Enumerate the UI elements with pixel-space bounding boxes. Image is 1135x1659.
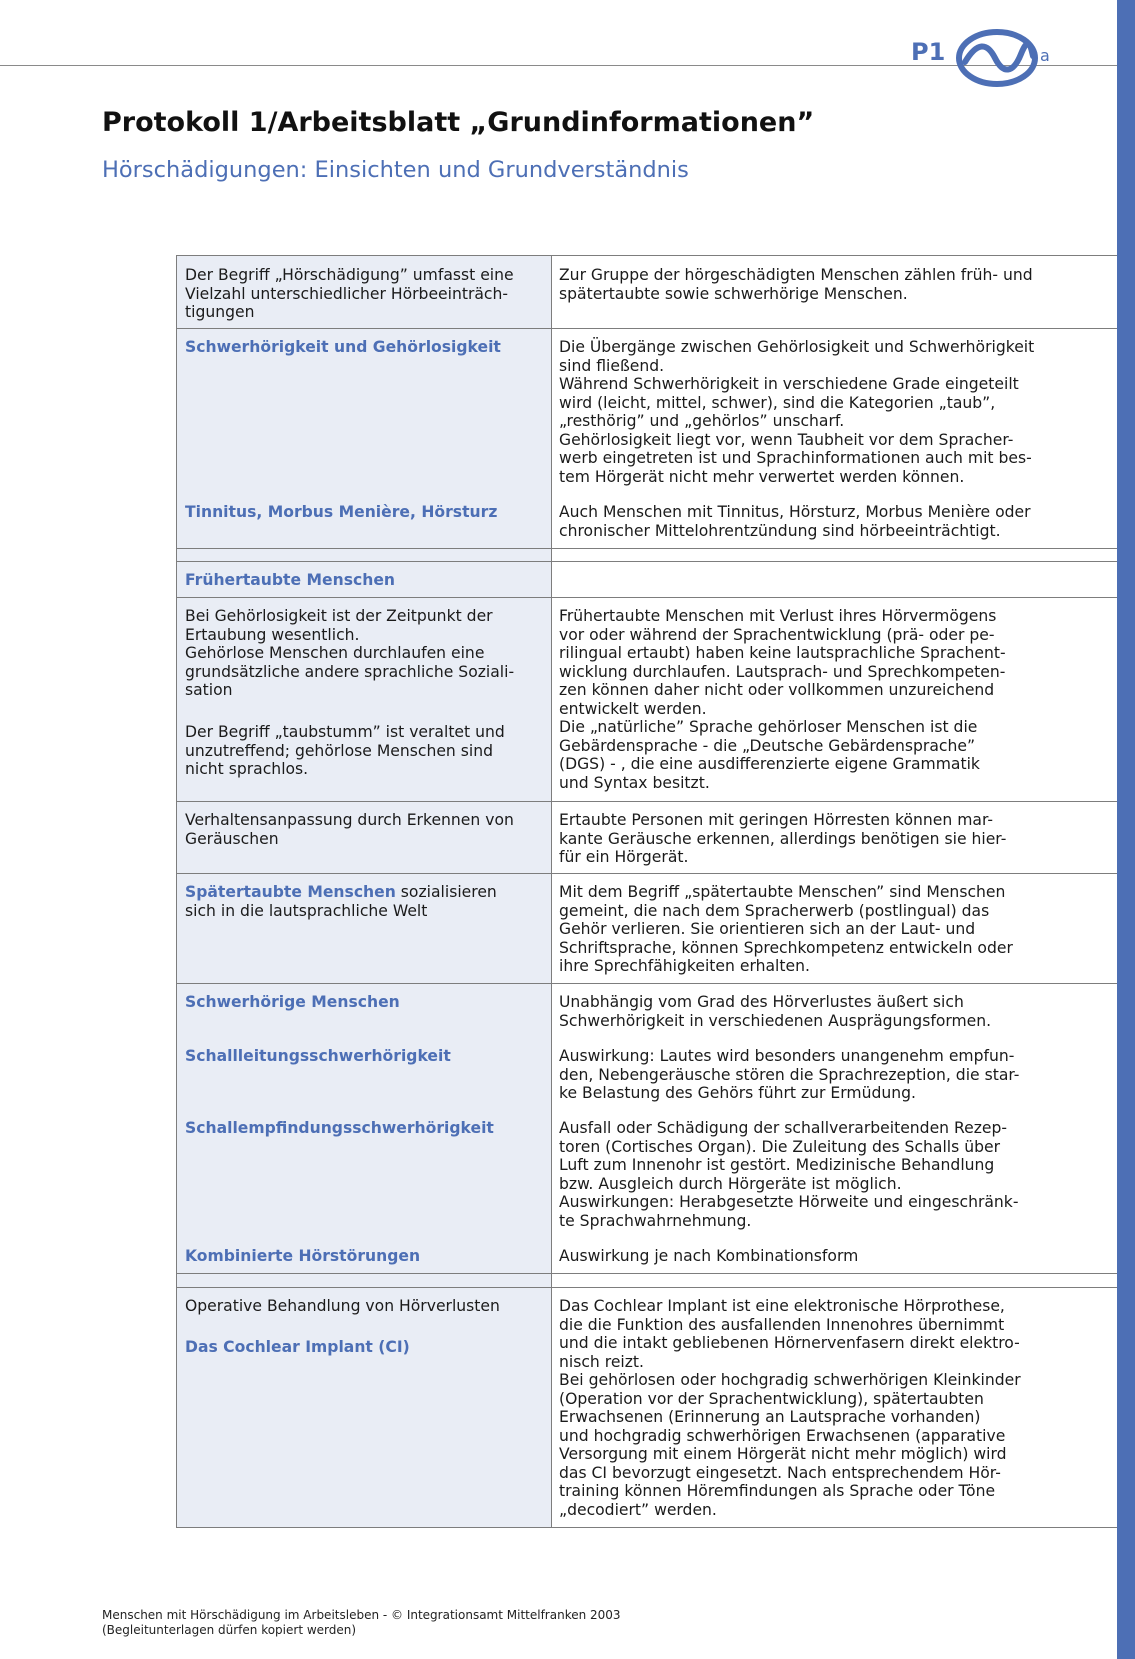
cell-text: Zur Gruppe der hörgeschädigten Menschen zählen früh- und spätertaubte sowie schwerhörige Menschen. <box>559 266 1033 303</box>
section-heading: Frühertaubte Menschen <box>185 571 396 589</box>
cell-text: Verhaltensanpassung durch Erkennen von Geräuschen <box>185 811 514 848</box>
section-heading: Schallleitungsschwerhörigkeit <box>185 1047 451 1065</box>
cell-text: Frühertaubte Menschen mit Verlust ihres Hörvermögens vor oder während der Sprachentwicklung (prä- oder pe- rilingual ertaubt) haben keine lautsprachliche Sprachent- wicklung durchlaufen. Lautsprach- und Sprechkompeten- zen können daher nicht oder vollkommen unzureichend entwickelt werden. Die „natürliche” Sprache gehörloser Menschen ist die Gebärdensprache - die „Deutsche Gebärdensprache” (DGS) - , die eine ausdifferenzierte eigene Grammatik und Syntax besitzt. <box>559 607 1006 792</box>
cell-text: Der Begriff „taubstumm” ist veraltet und unzutreffend; gehörlose Menschen sind nicht sprachlos. <box>185 723 505 778</box>
table-cell-left <box>176 329 552 548</box>
cell-text <box>185 883 497 902</box>
table-cell-left <box>176 562 552 597</box>
table-cell-right <box>551 1274 1117 1287</box>
table-row <box>176 328 1117 548</box>
table-row <box>176 1287 1117 1528</box>
table-cell-right <box>551 1288 1117 1527</box>
section-heading: Kombinierte Hörstörungen <box>185 1247 421 1265</box>
table-cell-right <box>551 874 1117 983</box>
table-row-spacer <box>176 548 1117 561</box>
cell-text: Die Übergänge zwischen Gehörlosigkeit und Schwerhörigkeit sind fließend. Während Schwerhörigkeit in verschiedene Grade eingeteilt wird (leicht, mittel, schwer), sind die Kategorien „taub”, „resthörig” und „gehörlos” unscharf. Gehörlosigkeit liegt vor, wenn Taubheit vor dem Spracher- werb eingetreten ist und Sprachinformationen auch mit bes- tem Hörgerät nicht mehr verwertet werden können. <box>559 338 1035 486</box>
table-cell-left <box>176 1274 552 1287</box>
section-heading: Tinnitus, Morbus Menière, Hörsturz <box>185 503 498 521</box>
cell-text: Ausfall oder Schädigung der schallverarbeitenden Rezep- toren (Cortisches Organ). Die Zuleitung des Schalls über Luft zum Innenohr ist gestört. Medizinische Behandlung bzw. Ausgleich durch Hörgeräte ist möglich. Auswirkungen: Herabgesetzte Hörweite und eingeschränk- te Sprachwahrnehmung. <box>559 1119 1019 1230</box>
table-cell-left <box>176 802 552 873</box>
table-cell-right <box>551 562 1117 597</box>
table-row <box>176 983 1117 1273</box>
table-row <box>176 873 1117 983</box>
table-cell-right <box>551 802 1117 873</box>
cell-text-inline: sozialisieren <box>395 883 497 901</box>
table-row <box>176 597 1117 801</box>
cell-text: Der Begriff „Hörschädigung” umfasst eine Vielzahl unterschiedlicher Hörbeeinträch- tigungen <box>185 266 514 321</box>
table-cell-left <box>176 874 552 983</box>
cell-text: Auswirkung je nach Kombinationsform <box>559 1247 859 1265</box>
cell-text: Auswirkung: Lautes wird besonders unangenehm empfun- den, Nebengeräusche stören die Sprachrezeption, die star- ke Belastung des Gehörs führt zur Ermüdung. <box>559 1047 1020 1102</box>
right-edge-band <box>1117 0 1135 1659</box>
table-cell-right <box>551 329 1117 548</box>
table-cell-right <box>551 256 1117 328</box>
cell-text: Unabhängig vom Grad des Hörverlustes äußert sich Schwerhörigkeit in verschiedenen Ausprägungsformen. <box>559 993 992 1030</box>
table-cell-left <box>176 256 552 328</box>
table-cell-right <box>551 598 1117 801</box>
cell-text: Das Cochlear Implant ist eine elektronische Hörprothese, die die Funktion des ausfallenden Innenohres übernimmt und die intakt gebliebenen Hörnervenfasern direkt elektro- nisch reizt. Bei gehörlosen oder hochgradig schwerhörigen Kleinkinder (Operation vor der Sprachentwicklung), spätertaubten Erwachsenen (Erinnerung an Lautsprache vorhanden) und hochgradig schwerhörigen Erwachsenen (apparative Versorgung mit einem Hörgerät nicht mehr möglich) wird das CI bevorzugt eingesetzt. Nach entsprechendem Hör- training können Höremfindungen als Sprache oder Töne „decodiert” werden. <box>559 1297 1021 1519</box>
document-subtitle: Hörschädigungen: Einsichten und Grundverständnis <box>102 157 689 183</box>
wave-oval-logo-icon <box>955 28 1039 88</box>
page-letter: a <box>1040 46 1050 65</box>
page-footer: Menschen mit Hörschädigung im Arbeitsleben - © Integrationsamt Mittelfranken 2003 (Begleitunterlagen dürfen kopiert werden) <box>102 1608 621 1637</box>
section-heading: Schallempfindungsschwerhörigkeit <box>185 1119 494 1137</box>
section-heading: Das Cochlear Implant (CI) <box>185 1338 410 1356</box>
cell-text: Operative Behandlung von Hörverlusten <box>185 1297 500 1315</box>
cell-text: Auch Menschen mit Tinnitus, Hörsturz, Morbus Menière oder chronischer Mittelohrentzündung sind hörbeeinträchtigt. <box>559 503 1031 540</box>
cell-text: Bei Gehörlosigkeit ist der Zeitpunkt der Ertaubung wesentlich. Gehörlose Menschen durchlaufen eine grundsätzliche andere sprachliche Soziali- sation <box>185 607 515 699</box>
cell-text: Mit dem Begriff „spätertaubte Menschen” sind Menschen gemeint, die nach dem Spracherwerb (postlingual) das Gehör verlieren. Sie orientieren sich an der Laut- und Schriftsprache, können Sprechkompetenz entwickeln oder ihre Sprechfähigkeiten erhalten. <box>559 883 1013 975</box>
table-cell-left <box>176 549 552 561</box>
header-rule <box>0 65 1117 66</box>
cell-text: sich in die lautsprachliche Welt <box>185 901 428 920</box>
table-row <box>176 801 1117 873</box>
table-cell-left <box>176 984 552 1273</box>
table-row-spacer <box>176 1273 1117 1287</box>
document-title: Protokoll 1/Arbeitsblatt „Grundinformationen” <box>102 107 815 138</box>
table-cell-left <box>176 1288 552 1527</box>
table-row <box>176 255 1117 328</box>
page-code: P1 <box>911 38 946 66</box>
section-heading: Spätertaubte Menschen <box>185 883 396 901</box>
table-cell-right <box>551 549 1117 561</box>
section-heading: Schwerhörige Menschen <box>185 993 400 1011</box>
table-cell-left <box>176 598 552 801</box>
table-row <box>176 561 1117 597</box>
cell-text: Ertaubte Personen mit geringen Hörresten können mar- kante Geräusche erkennen, allerdings benötigen sie hier- für ein Hörgerät. <box>559 811 1007 866</box>
table-cell-right <box>551 984 1117 1273</box>
section-heading: Schwerhörigkeit und Gehörlosigkeit <box>185 338 501 356</box>
